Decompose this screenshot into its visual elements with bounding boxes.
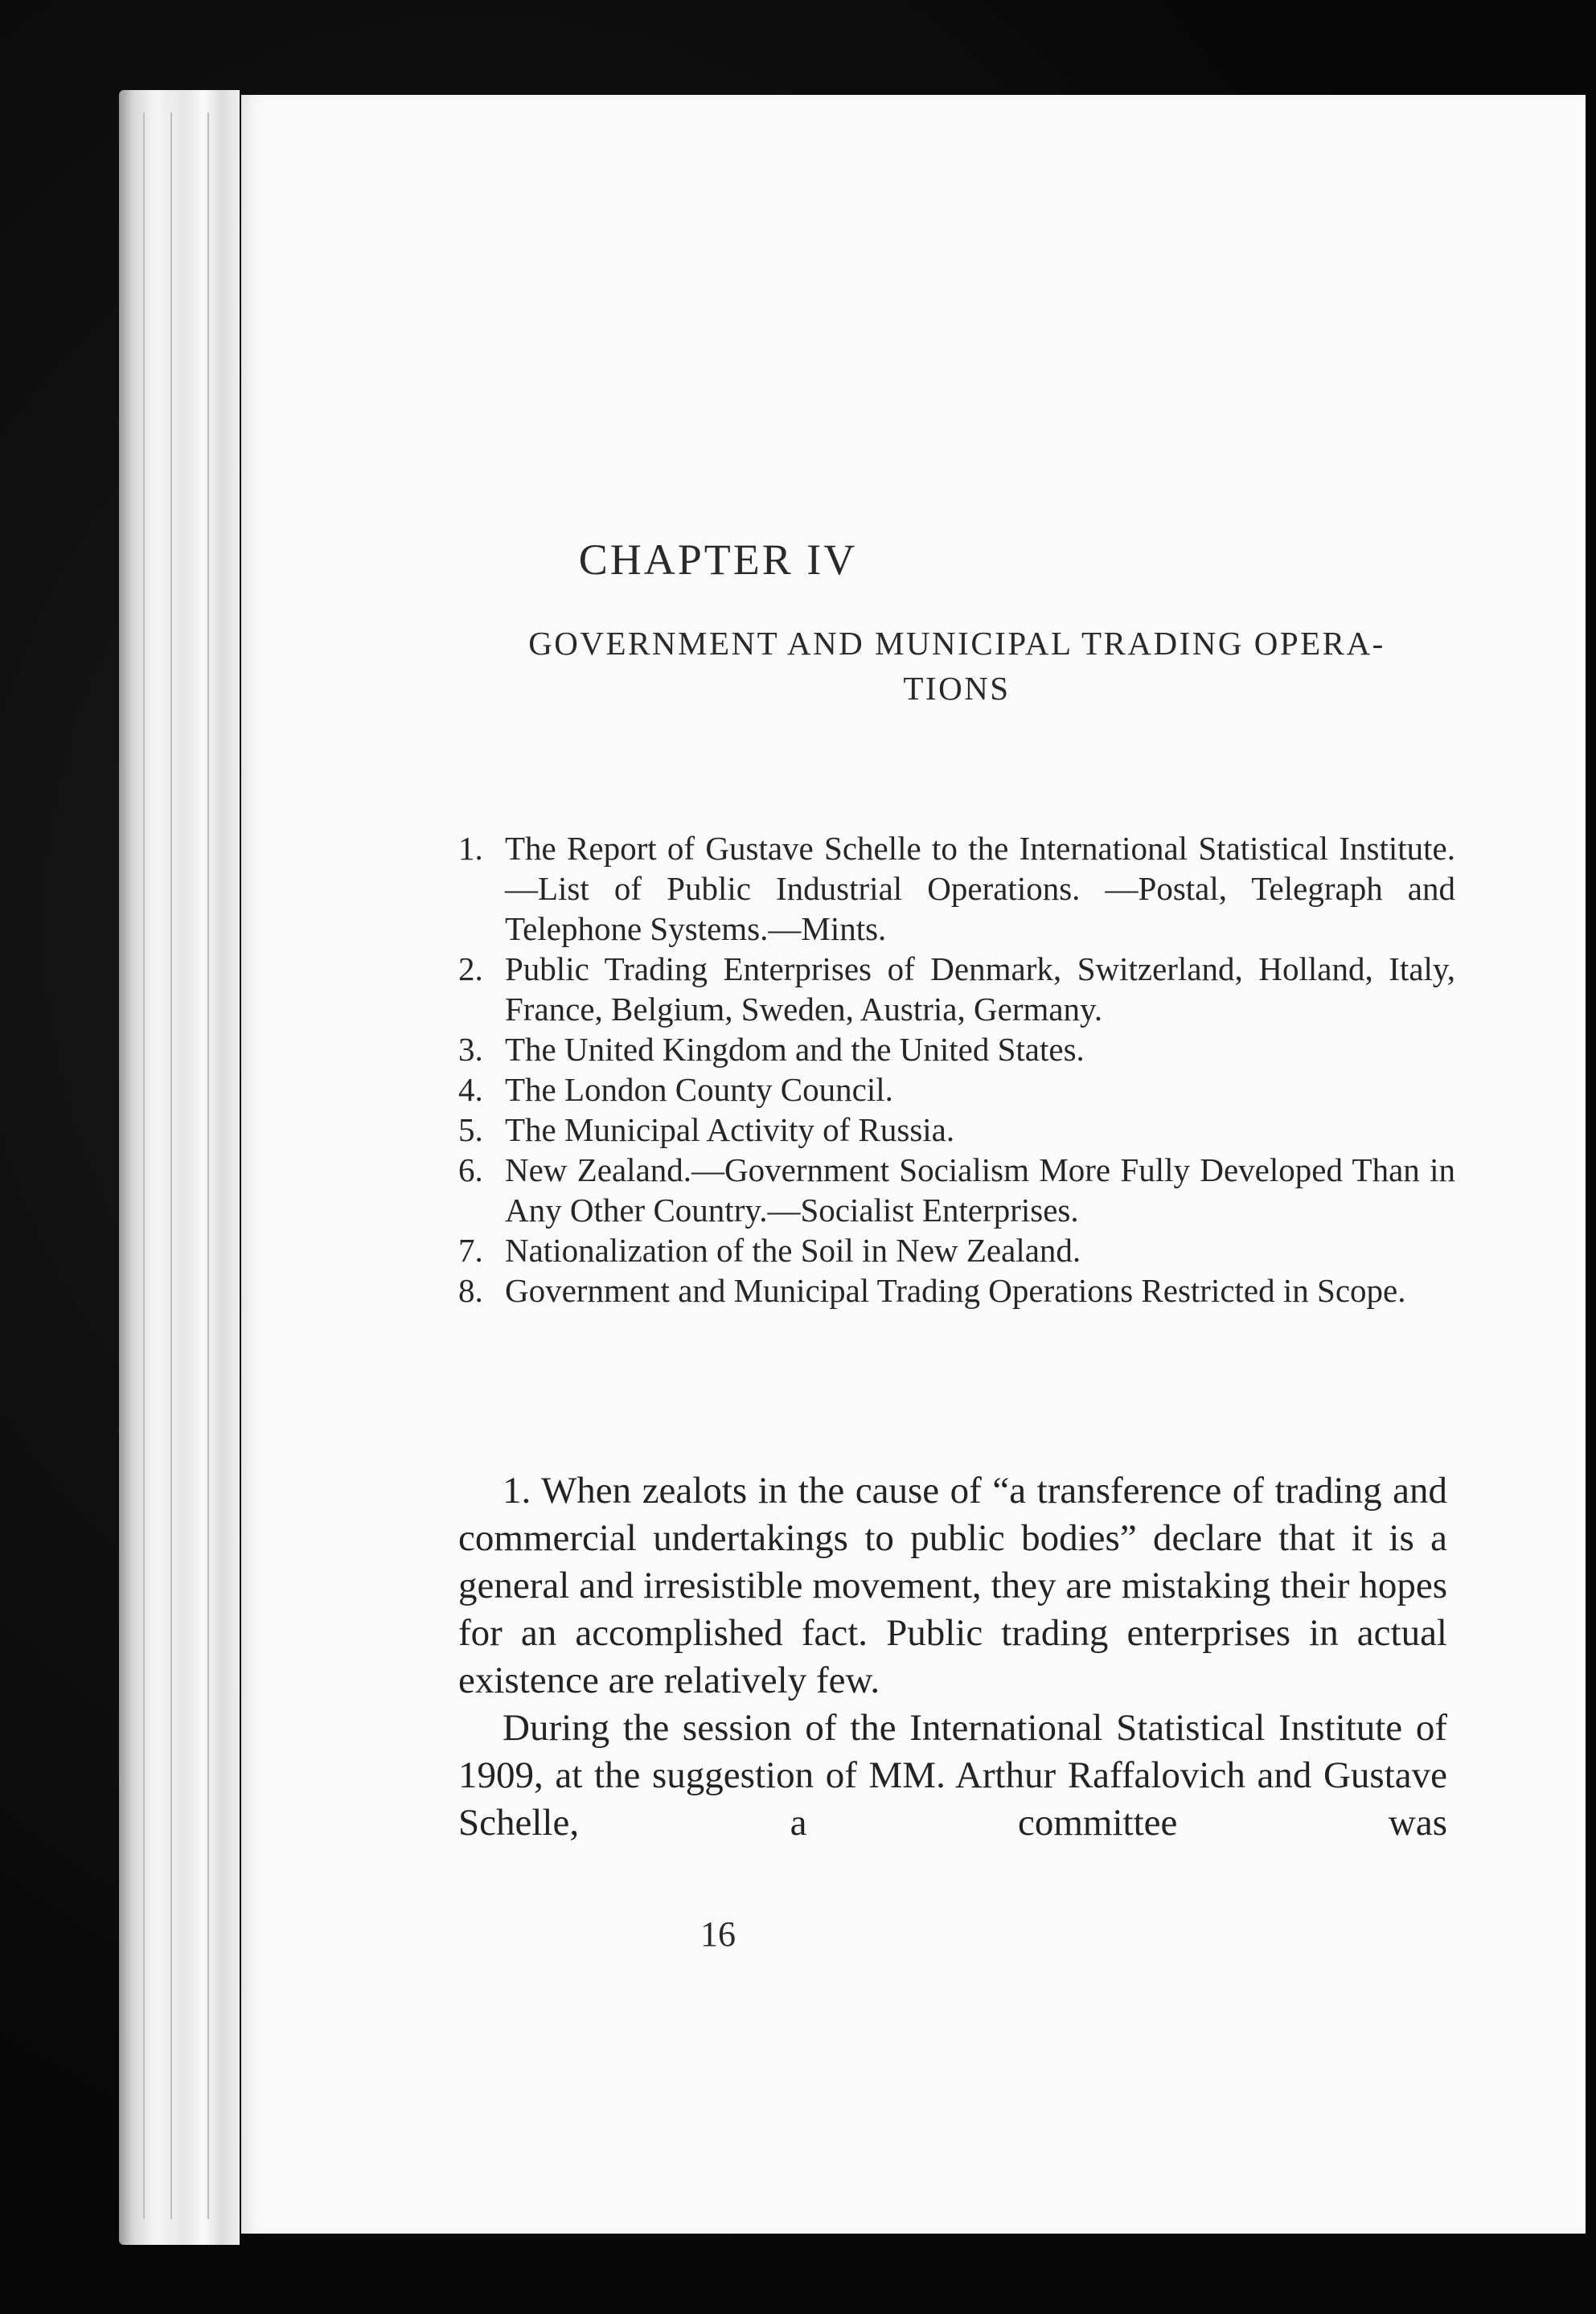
page-edge-line xyxy=(170,113,172,2219)
page-number: 16 xyxy=(700,1914,736,1954)
body-paragraph: 1. When zealots in the cause of “a transference of trading and commercial undertakings to public bodies” declare that it is a general and irresistible movement, they are mistaking their hopes for an accomplished fact. Public trading enterprises in actual existence are relatively few. xyxy=(458,1470,1447,1701)
contents-item-number: 2. xyxy=(458,950,483,987)
chapter-subtitle-line: TIONS xyxy=(903,670,1011,707)
body-text xyxy=(458,1467,1447,1847)
page-edge-line xyxy=(143,113,145,2219)
contents-item xyxy=(450,1110,1455,1150)
contents-item-text: New Zealand.—Government Socialism More Fully Developed Than in Any Other Country.—Socialist Enterprises. xyxy=(505,1151,1455,1229)
contents-item-number: 3. xyxy=(458,1031,483,1068)
chapter-title: CHAPTER IV xyxy=(578,535,858,584)
contents-item-text: Government and Municipal Trading Operations Restricted in Scope. xyxy=(505,1272,1406,1309)
contents-item-number: 6. xyxy=(458,1151,483,1188)
contents-item-number: 7. xyxy=(458,1232,483,1269)
contents-item-number: 1. xyxy=(458,830,483,867)
contents-item-number: 8. xyxy=(458,1272,483,1309)
chapter-subtitle-line: GOVERNMENT AND MUNICIPAL TRADING OPERA- xyxy=(528,625,1385,662)
contents-item xyxy=(450,1230,1455,1270)
contents-item-number: 5. xyxy=(458,1111,483,1148)
contents-item-number: 4. xyxy=(458,1071,483,1108)
contents-item xyxy=(450,1029,1455,1069)
contents-item-text: The United Kingdom and the United States. xyxy=(505,1031,1085,1068)
contents-item-text: The Municipal Activity of Russia. xyxy=(505,1111,955,1148)
chapter-subtitle xyxy=(454,621,1459,711)
contents-item xyxy=(450,828,1455,949)
page-edge-line xyxy=(207,113,209,2219)
contents-item xyxy=(450,949,1455,1029)
contents-item-text: Public Trading Enterprises of Denmark, Switzerland, Holland, Italy, France, Belgium, Sweden, Austria, Germany. xyxy=(505,950,1455,1028)
contents-item-text: Nationalization of the Soil in New Zealand. xyxy=(505,1232,1081,1269)
chapter-contents-list xyxy=(450,828,1455,1311)
contents-item xyxy=(450,1150,1455,1230)
contents-item xyxy=(450,1270,1455,1311)
contents-item xyxy=(450,1069,1455,1110)
body-paragraph: During the session of the International Statistical Institute of 1909, at the suggestion of MM. Arthur Raffalovich and Gustave Schelle, a committee was xyxy=(458,1707,1447,1844)
contents-item-text: The Report of Gustave Schelle to the International Statistical Institute.—List of Public Industrial Operations. —Postal, Telegraph and Telephone Systems.—Mints. xyxy=(505,830,1455,947)
contents-item-text: The London County Council. xyxy=(505,1071,893,1108)
